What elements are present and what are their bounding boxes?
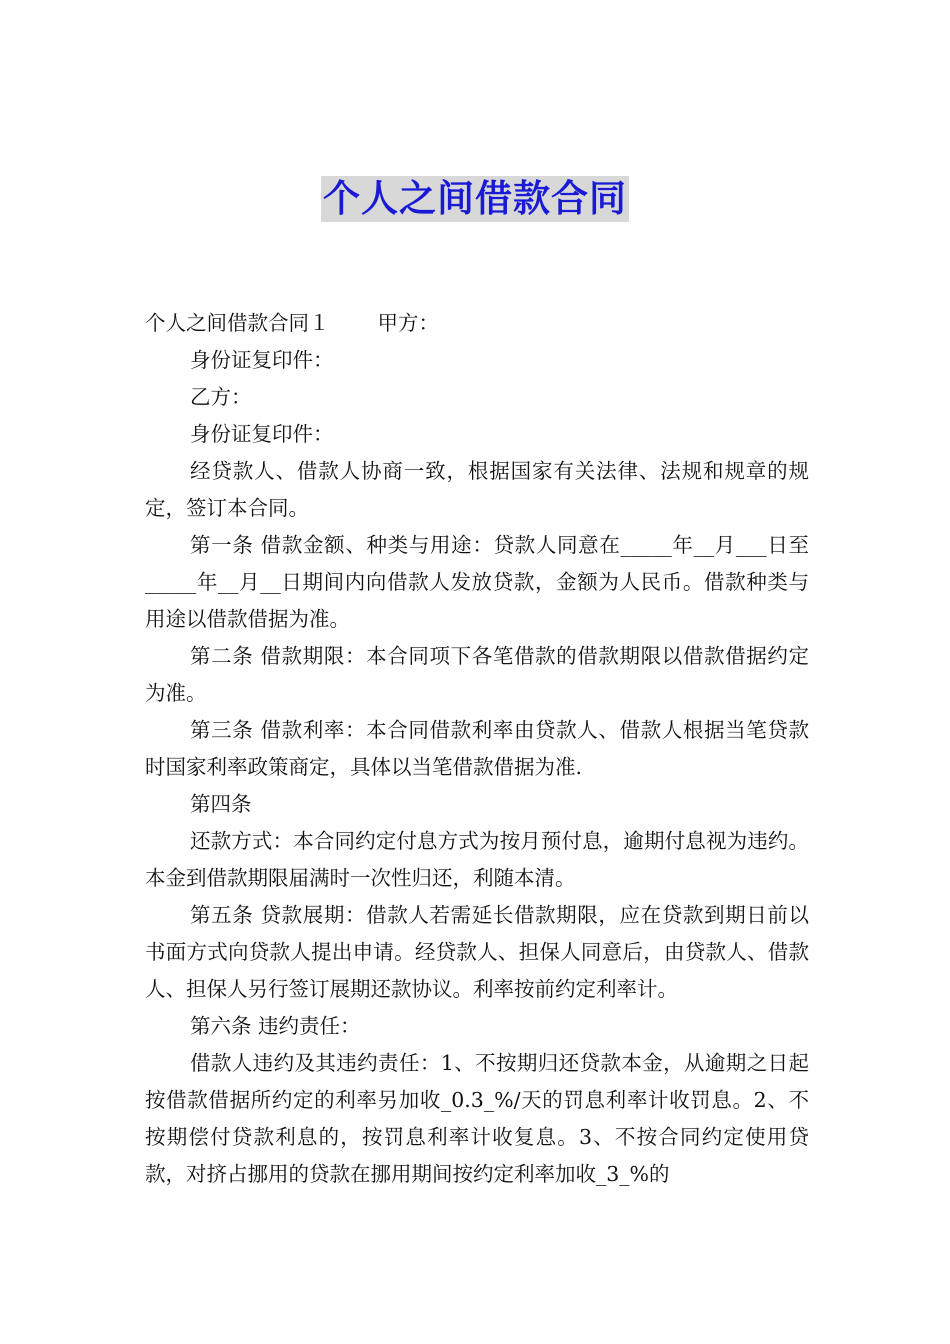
- paragraph: 第四条: [190, 792, 252, 816]
- paragraph: 经贷款人、借款人协商一致，根据国家有关法律、法规和规章的规定，签订本合同。: [145, 459, 809, 520]
- title-container: [0, 176, 950, 222]
- contract-label: 个人之间借款合同１: [145, 311, 330, 335]
- paragraph: 还款方式：本合同约定付息方式为按月预付息，逾期付息视为违约。本金到借款期限届满时一次性归还，利随本清。: [145, 829, 809, 890]
- heading-line: [145, 305, 809, 342]
- paragraph: 第五条 贷款展期：借款人若需延长借款期限，应在贷款到期日前以书面方式向贷款人提出申请。经贷款人、担保人同意后，由贷款人、借款人、担保人另行签订展期还款协议。利率按前约定利率计。: [145, 903, 809, 1001]
- paragraph: 乙方：: [190, 385, 252, 409]
- paragraph: 身份证复印件：: [190, 348, 334, 372]
- paragraph: 第一条 借款金额、种类与用途：贷款人同意在_____年__月___日至_____年__月__日期间内向借款人发放贷款，金额为人民币。借款种类与用途以借款借据为准。: [145, 533, 809, 631]
- document-title: 个人之间借款合同: [323, 177, 627, 220]
- paragraph: 借款人违约及其违约责任：1、不按期归还贷款本金，从逾期之日起按借款借据所约定的利率另加收_0.3_%/天的罚息利率计收罚息。2、不按期偿付贷款利息的，按罚息利率计收复息。3、不按合同约定使用贷款，对挤占挪用的贷款在挪用期间按约定利率加收_3_%的: [145, 1051, 809, 1186]
- paragraph: 身份证复印件：: [190, 422, 334, 446]
- paragraph: 第三条 借款利率：本合同借款利率由贷款人、借款人根据当笔贷款时国家利率政策商定，具体以当笔借款借据为准.: [145, 718, 809, 779]
- paragraph: 第二条 借款期限：本合同项下各笔借款的借款期限以借款借据约定为准。: [145, 644, 809, 705]
- party-a-label: 甲方：: [377, 311, 439, 335]
- paragraph: 第六条 违约责任：: [190, 1014, 361, 1038]
- document-body: [145, 305, 809, 1193]
